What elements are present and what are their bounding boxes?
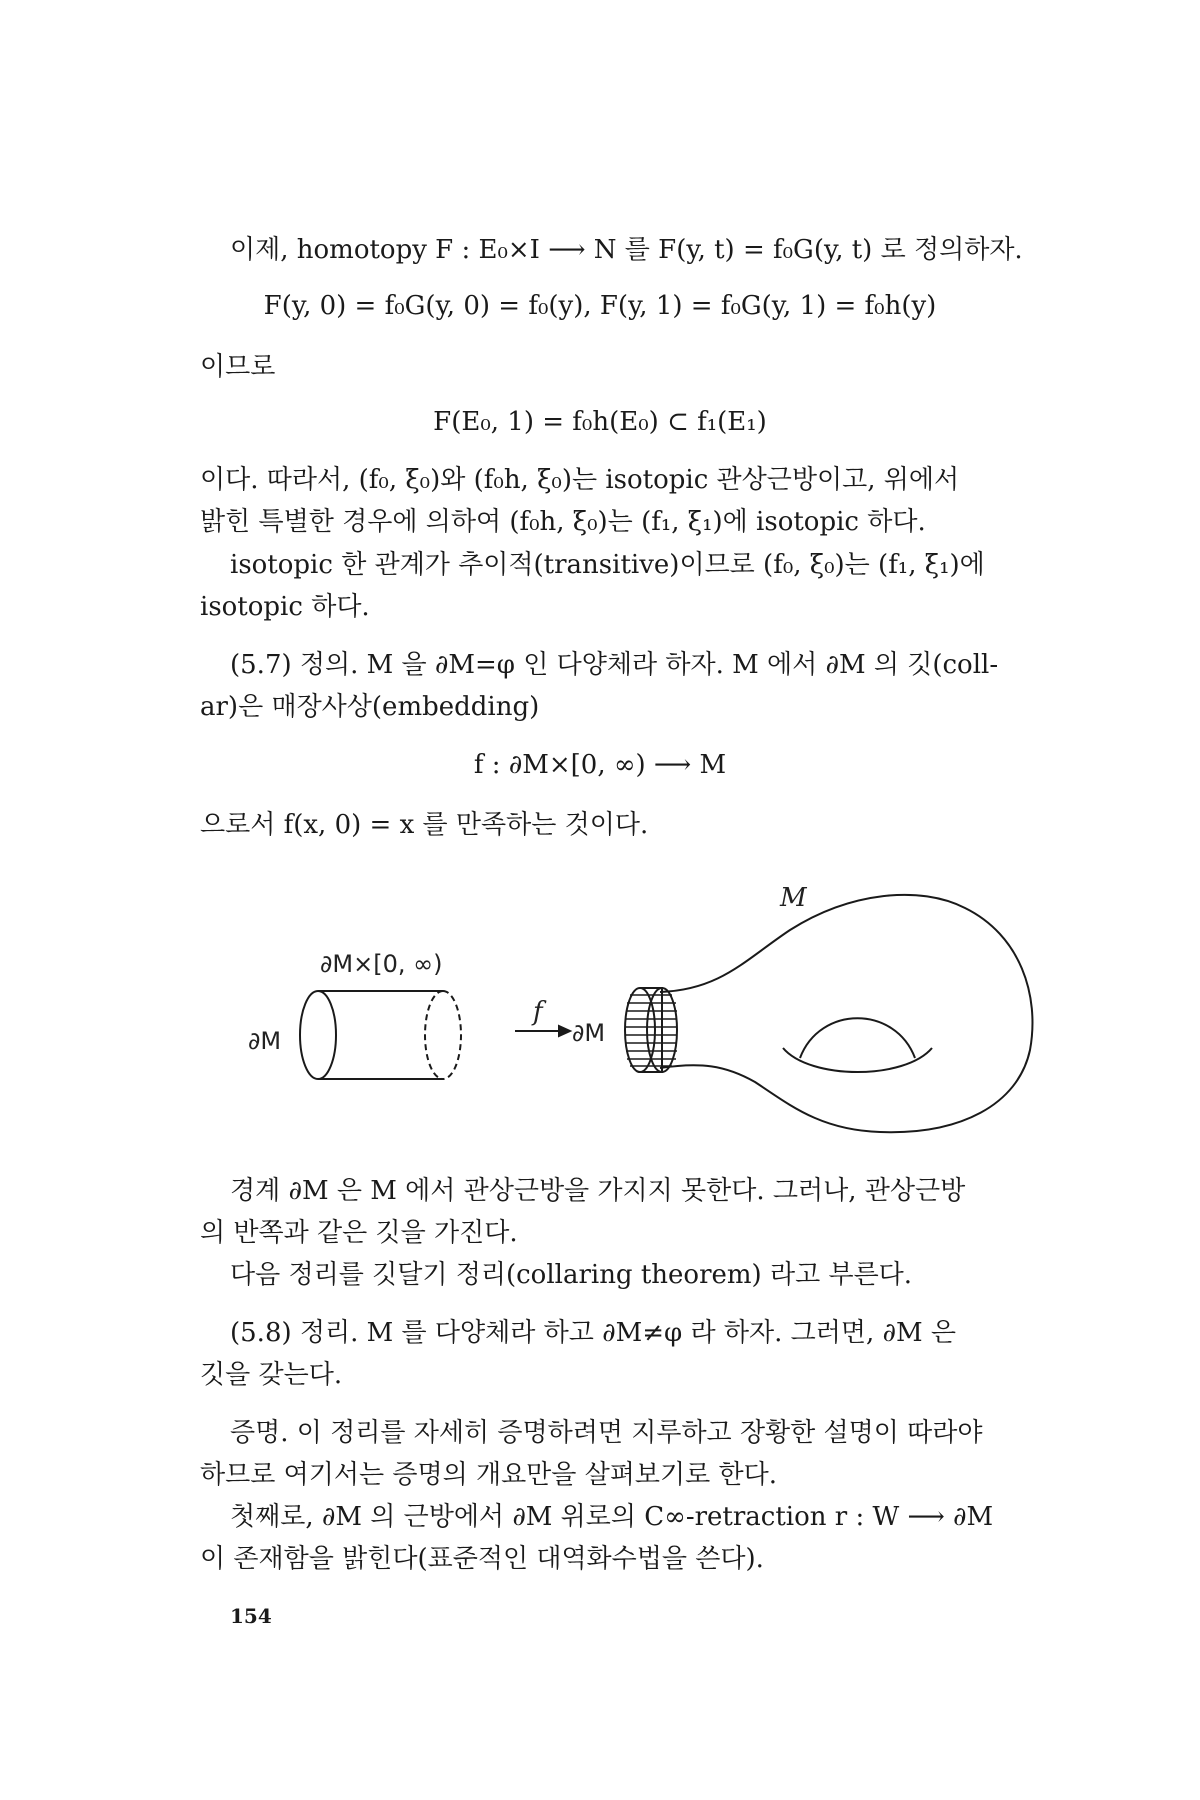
cylinder-right-end-hidden — [425, 991, 443, 1079]
label-boundary-right: ∂M — [572, 1019, 606, 1047]
map-arrow-head — [559, 1026, 570, 1036]
page-number: 154 — [230, 1604, 272, 1628]
proof-line-1: 증명. 이 정리를 자세히 증명하려면 지루하고 장황한 설명이 따라야 — [230, 1418, 983, 1448]
theorem-5-8: (5.8) 정리. M 를 다양체라 하고 ∂M≠φ 라 하자. 그러면, ∂M 은 — [230, 1318, 956, 1348]
cylinder-left-end — [300, 991, 336, 1079]
definition-5-7-end: 으로서 f(x, 0) = x 를 만족하는 것이다. — [200, 810, 649, 840]
text-line-7: isotopic 한 관계가 추이적(transitive)이므로 (f₀, ξ₀)는 (f₁, ξ₁)에 — [230, 550, 985, 580]
hole-upper-curve — [800, 1018, 915, 1058]
manifold-outline — [660, 895, 1032, 1132]
hole-lower-curve — [783, 1048, 932, 1072]
equation-inclusion: F(E₀, 1) = f₀h(E₀) ⊂ f₁(E₁) — [433, 407, 767, 437]
definition-5-7-cont: ar)은 매장사상(embedding) — [200, 692, 540, 722]
text-line-15: 다음 정리를 깃달기 정리(collaring theorem) 라고 부른다. — [230, 1260, 913, 1290]
label-map-f: f — [533, 997, 543, 1027]
definition-5-7: (5.7) 정의. M 을 ∂M=φ 인 다양체라 하자. M 에서 ∂M 의 깃(coll- — [230, 650, 999, 680]
label-manifold-M: M — [780, 883, 807, 913]
text-line-14: 의 반쪽과 같은 깃을 가진다. — [200, 1218, 518, 1248]
text-line-1: 이제, homotopy F : E₀×I ⟶ N 를 F(y, t) = f₀G(y, t) 로 정의하자. — [230, 235, 1023, 265]
theorem-5-8-cont: 깃을 갖는다. — [200, 1360, 343, 1390]
equation-collar-map: f : ∂M×[0, ∞) ⟶ M — [473, 750, 727, 780]
text-line-13: 경계 ∂M 은 M 에서 관상근방을 가지지 못한다. 그러나, 관상근방 — [230, 1176, 966, 1206]
proof-line-2: 하므로 여기서는 증명의 개요만을 살펴보기로 한다. — [200, 1460, 778, 1490]
proof-line-3: 첫째로, ∂M 의 근방에서 ∂M 위로의 C∞-retraction r : W ⟶ ∂M — [230, 1502, 994, 1532]
text-line-5: 이다. 따라서, (f₀, ξ₀)와 (f₀h, ξ₀)는 isotopic 관상근방이고, 위에서 — [200, 465, 960, 495]
text-line-8: isotopic 하다. — [200, 592, 370, 622]
cylinder-right-end-dashed — [443, 991, 461, 1079]
text-line-3: 이므로 — [200, 352, 276, 382]
label-product-space: ∂M×[0, ∞) — [320, 950, 443, 978]
text-line-6: 밝힌 특별한 경우에 의하여 (f₀h, ξ₀)는 (f₁, ξ₁)에 isotopic 하다. — [200, 507, 926, 537]
label-boundary-left: ∂M — [248, 1027, 282, 1055]
proof-line-4: 이 존재함을 밝힌다(표준적인 대역화수법을 쓴다). — [200, 1544, 764, 1574]
equation-homotopy-ends: F(y, 0) = f₀G(y, 0) = f₀(y), F(y, 1) = f₀G(y, 1) = f₀h(y) — [263, 291, 937, 321]
